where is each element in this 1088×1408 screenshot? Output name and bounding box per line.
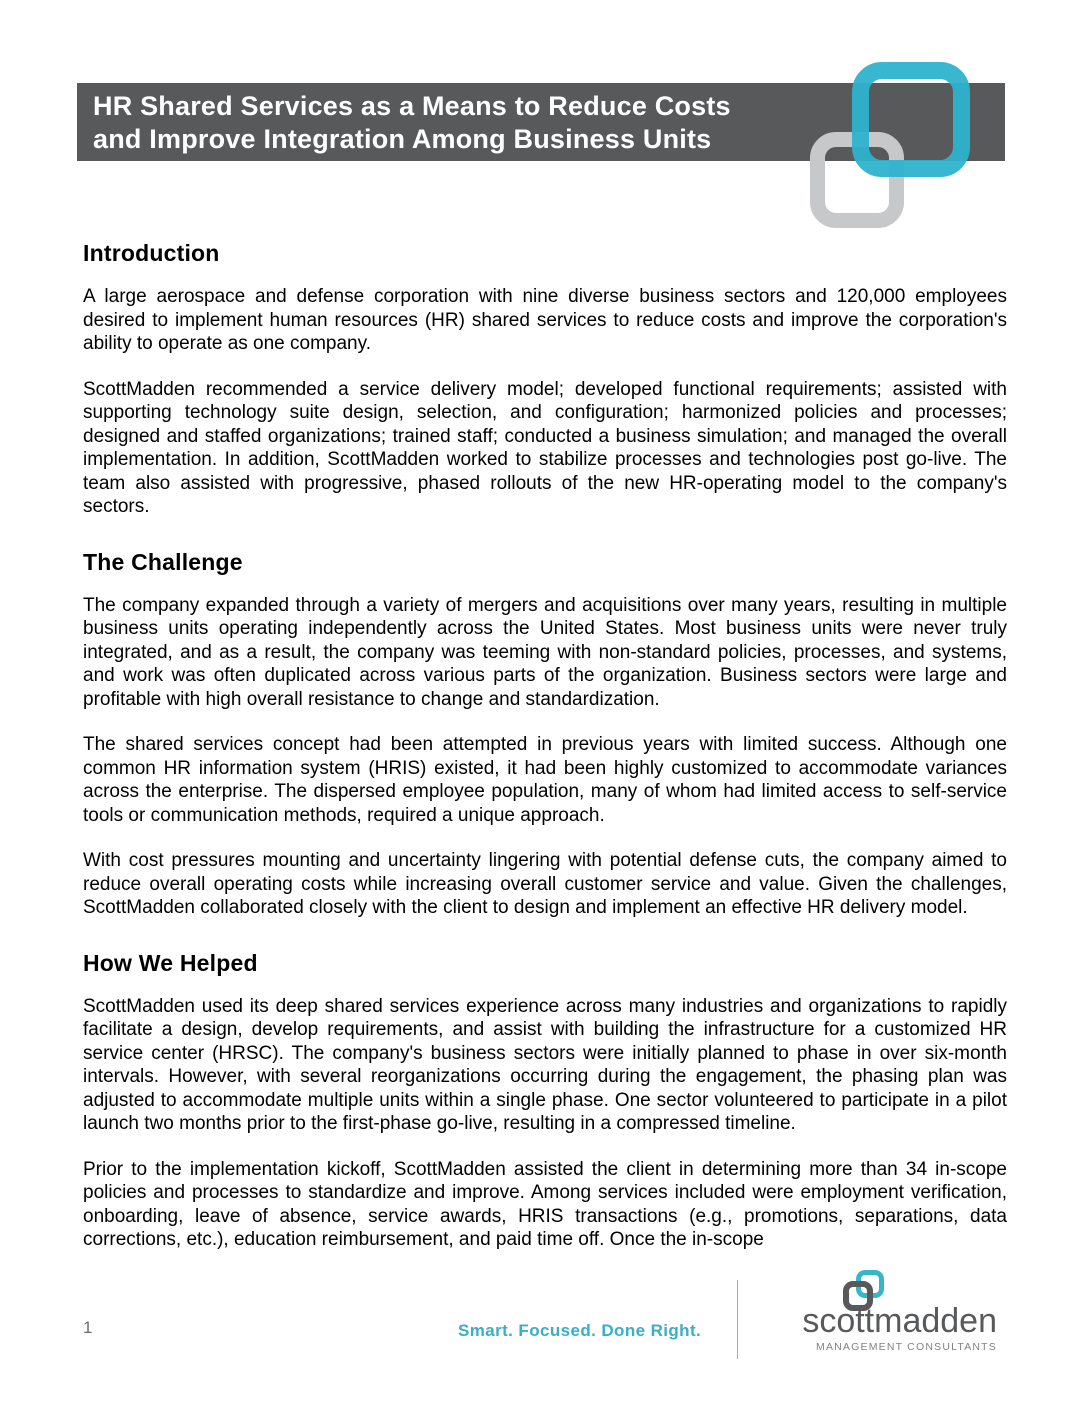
scottmadden-logo-wordmark: scottmadden <box>802 1302 997 1340</box>
scottmadden-logo-subtitle: MANAGEMENT CONSULTANTS <box>816 1341 997 1353</box>
paragraph: A large aerospace and defense corporation with nine diverse business sectors and 120,000 employees desired to implement human resources (HR) shared services to reduce costs and improve the corporation's ability to operate as one company. <box>83 286 1007 354</box>
scottmadden-logo-square-gray-icon <box>843 1281 873 1311</box>
paragraph: With cost pressures mounting and uncertainty lingering with potential defense cuts, the company aimed to reduce overall operating costs while increasing overall customer service and value. Given the challenges, ScottMadden collaborated closely with the client to design and implement an effective HR delivery model. <box>83 850 1007 918</box>
page-title-line2: and Improve Integration Among Business Units <box>93 124 712 154</box>
paragraph: Prior to the implementation kickoff, ScottMadden assisted the client in determining more than 34 in-scope policies and processes to standardize and improve. Among services included were employment verification, onboarding, leave of absence, service awards, HRIS transactions (e.g., promotions, separations, data corrections, etc.), education reimbursement, and paid time off. Once the in-scope <box>83 1158 1007 1250</box>
paragraph: The company expanded through a variety of mergers and acquisitions over many years, resulting in multiple business units operating independently across the United States. Most business units were never truly integrated, and as a result, the company was teeming with non-standard policies, processes, and systems, and work was often duplicated across various parts of the organization. Business sectors were large and profitable with high overall resistance to change and standardization. <box>83 594 1007 710</box>
footer-divider <box>737 1280 738 1359</box>
section-heading-introduction: Introduction <box>83 240 220 266</box>
section-heading-challenge: The Challenge <box>83 548 243 575</box>
paragraph: ScottMadden used its deep shared services experience across many industries and organizations to rapidly facilitate a design, develop requirements, and assist with building the infrastructure for a customized HR service center (HRSC). The company's business sectors were initially planned to phase in over six-month intervals. However, with several reorganizations occurring during the engagement, the phasing plan was adjusted to accommodate multiple units within a single phase. One sector volunteered to participate in a pilot launch two months prior to the first-phase go-live, resulting in a compressed timeline. <box>83 995 1007 1134</box>
page-number: 1 <box>83 1318 93 1337</box>
paragraph: ScottMadden recommended a service delivery model; developed functional requirements; assisted with supporting technology suite design, selection, and configuration; harmonized policies and processes; designed and staffed organizations; trained staff; conducted a business simulation; and managed the overall implementation. In addition, ScottMadden worked to stabilize processes and technologies post go-live. The team also assisted with progressive, phased rollouts of the new HR-operating model to the company's sectors. <box>83 378 1007 517</box>
brand-square-teal-icon <box>852 62 970 177</box>
scottmadden-logo <box>787 1304 997 1353</box>
paragraph: The shared services concept had been attempted in previous years with limited success. Although one common HR information system (HRIS) existed, it had been highly customized to accommodate variances across the enterprise. The dispersed employee population, many of whom had limited access to self-service tools or communication methods, required a unique approach. <box>83 734 1007 826</box>
page-title-line1: HR Shared Services as a Means to Reduce Costs <box>93 91 731 121</box>
footer-tagline: Smart. Focused. Done Right. <box>458 1321 702 1340</box>
document-body <box>83 240 1007 1274</box>
section-heading-how-we-helped: How We Helped <box>83 949 258 976</box>
